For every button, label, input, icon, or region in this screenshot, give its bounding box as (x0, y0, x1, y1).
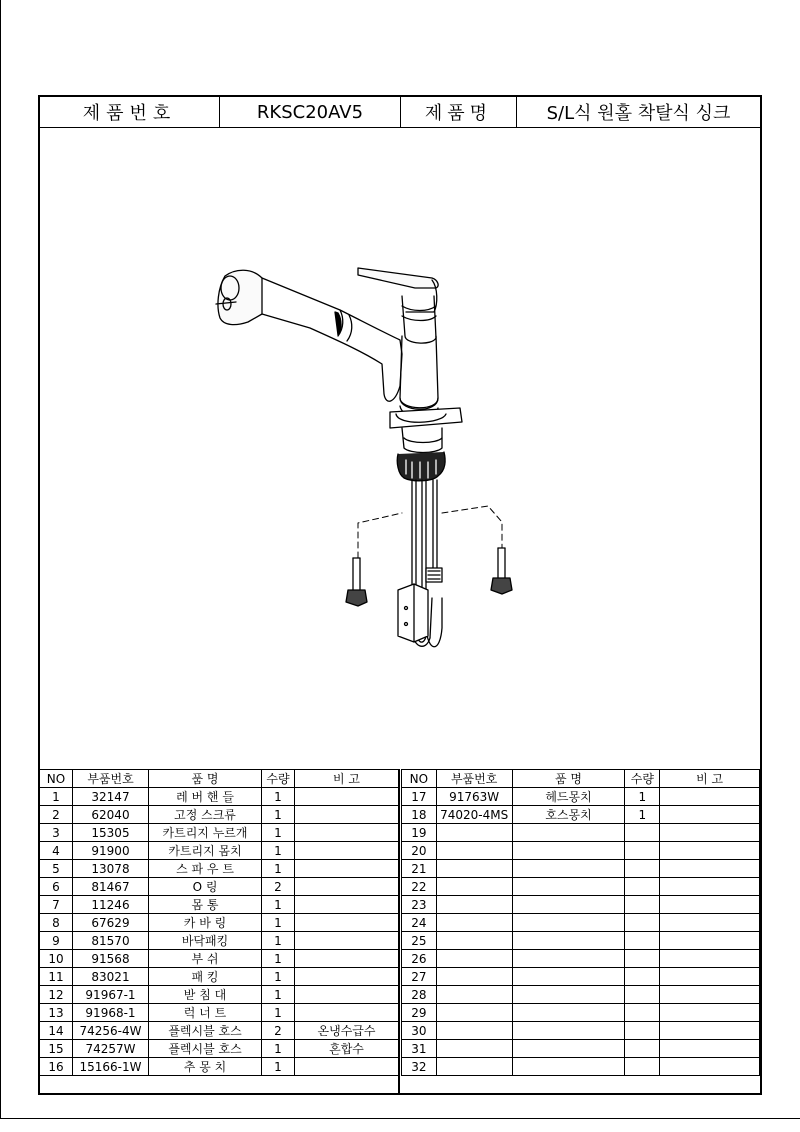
remark (295, 1058, 399, 1076)
table-row (40, 914, 399, 932)
quantity: 1 (262, 932, 295, 950)
part-number (436, 914, 512, 932)
part-name (512, 1058, 625, 1076)
remark (660, 950, 760, 968)
part-name: 호스몽치 (512, 806, 625, 824)
table-row (402, 896, 760, 914)
part-name: 몸 통 (149, 896, 262, 914)
quantity: 1 (262, 968, 295, 986)
header-qty: 수량 (262, 770, 295, 788)
lever-handle (358, 268, 438, 312)
part-number: 15166-1W (73, 1058, 149, 1076)
header-no: NO (40, 770, 73, 788)
row-no: 32 (402, 1058, 437, 1076)
header-part-no: 부품번호 (73, 770, 149, 788)
quantity: 1 (262, 1058, 295, 1076)
table-row (402, 968, 760, 986)
page-border-bottom (0, 1118, 800, 1119)
part-name (512, 986, 625, 1004)
row-no: 11 (40, 968, 73, 986)
remark (295, 860, 399, 878)
faucet-illustration (40, 128, 760, 765)
table-row (402, 1040, 760, 1058)
remark (660, 1022, 760, 1040)
faucet-body (390, 296, 462, 481)
remark (295, 932, 399, 950)
table-row (402, 1022, 760, 1040)
header-remark: 비 고 (295, 770, 399, 788)
remark (295, 842, 399, 860)
row-no: 31 (402, 1040, 437, 1058)
table-row (402, 986, 760, 1004)
remark (660, 896, 760, 914)
remark (660, 986, 760, 1004)
quantity (625, 1004, 660, 1022)
table-row (40, 896, 399, 914)
quantity: 1 (262, 806, 295, 824)
page-border-left (0, 0, 1, 1118)
quantity: 1 (262, 860, 295, 878)
part-number: 81467 (73, 878, 149, 896)
table-row (40, 932, 399, 950)
table-row (40, 860, 399, 878)
row-no: 15 (40, 1040, 73, 1058)
row-no: 22 (402, 878, 437, 896)
row-no: 1 (40, 788, 73, 806)
quantity: 1 (262, 842, 295, 860)
remark (660, 1004, 760, 1022)
quantity (625, 968, 660, 986)
part-number: 74257W (73, 1040, 149, 1058)
quantity: 2 (262, 878, 295, 896)
remark (295, 986, 399, 1004)
parts-sheet (38, 95, 762, 1095)
part-number (436, 1040, 512, 1058)
part-name: 받 침 대 (149, 986, 262, 1004)
part-name: 카트리지 누르개 (149, 824, 262, 842)
remark (660, 806, 760, 824)
part-number: 67629 (73, 914, 149, 932)
part-number (436, 932, 512, 950)
remark (660, 878, 760, 896)
row-no: 16 (40, 1058, 73, 1076)
quantity (625, 1040, 660, 1058)
table-row (40, 1004, 399, 1022)
row-no: 13 (40, 1004, 73, 1022)
remark (660, 914, 760, 932)
row-no: 17 (402, 788, 437, 806)
part-number: 91968-1 (73, 1004, 149, 1022)
remark (660, 1040, 760, 1058)
table-header-row (40, 770, 399, 788)
remark: 온냉수급수 (295, 1022, 399, 1040)
part-number (436, 860, 512, 878)
header-remark: 비 고 (660, 770, 760, 788)
leader-lines (358, 506, 502, 558)
header-part-name: 품 명 (512, 770, 625, 788)
quantity: 1 (262, 824, 295, 842)
remark (660, 932, 760, 950)
part-name: 플렉시블 호스 (149, 1022, 262, 1040)
row-no: 12 (40, 986, 73, 1004)
table-row (402, 1058, 760, 1076)
row-no: 28 (402, 986, 437, 1004)
row-no: 7 (40, 896, 73, 914)
row-no: 3 (40, 824, 73, 842)
remark (660, 842, 760, 860)
remark (295, 788, 399, 806)
part-name: 바닥패킹 (149, 932, 262, 950)
remark (660, 788, 760, 806)
parts-table-right (401, 769, 760, 1076)
table-row (402, 914, 760, 932)
table-row (40, 1040, 399, 1058)
part-number: 32147 (73, 788, 149, 806)
part-number: 11246 (73, 896, 149, 914)
table-row (402, 1004, 760, 1022)
part-number: 74020-4MS (436, 806, 512, 824)
part-name (512, 950, 625, 968)
row-no: 14 (40, 1022, 73, 1040)
part-number (436, 842, 512, 860)
table-row (402, 860, 760, 878)
table-row (40, 950, 399, 968)
row-no: 19 (402, 824, 437, 842)
remark (295, 914, 399, 932)
quantity (625, 950, 660, 968)
quantity (625, 986, 660, 1004)
remark (295, 806, 399, 824)
spout (262, 278, 402, 401)
table-row (40, 968, 399, 986)
quantity: 1 (262, 950, 295, 968)
quantity: 1 (262, 1004, 295, 1022)
part-number: 15305 (73, 824, 149, 842)
quantity (625, 1058, 660, 1076)
remark (660, 968, 760, 986)
title-row (40, 97, 760, 128)
part-name (512, 824, 625, 842)
part-number: 83021 (73, 968, 149, 986)
row-no: 2 (40, 806, 73, 824)
row-no: 5 (40, 860, 73, 878)
table-header-row (402, 770, 760, 788)
table-row (402, 950, 760, 968)
part-name (512, 968, 625, 986)
part-number: 91900 (73, 842, 149, 860)
part-name (512, 842, 625, 860)
header-part-name: 품 명 (149, 770, 262, 788)
part-name (512, 1022, 625, 1040)
remark (295, 824, 399, 842)
part-number: 62040 (73, 806, 149, 824)
quantity: 2 (262, 1022, 295, 1040)
part-name: 스 파 우 트 (149, 860, 262, 878)
row-no: 10 (40, 950, 73, 968)
product-number: RKSC20AV5 (220, 97, 401, 127)
table-row (402, 878, 760, 896)
table-row (40, 842, 399, 860)
part-name: 카 바 링 (149, 914, 262, 932)
remark (295, 878, 399, 896)
quantity: 1 (262, 986, 295, 1004)
part-number: 91568 (73, 950, 149, 968)
row-no: 27 (402, 968, 437, 986)
remark (295, 1004, 399, 1022)
quantity (625, 878, 660, 896)
quantity (625, 1022, 660, 1040)
row-no: 8 (40, 914, 73, 932)
part-number (436, 1058, 512, 1076)
part-name: O 링 (149, 878, 262, 896)
row-no: 21 (402, 860, 437, 878)
table-row (40, 1022, 399, 1040)
remark (660, 824, 760, 842)
table-row (402, 824, 760, 842)
table-row (402, 932, 760, 950)
remark (660, 860, 760, 878)
row-no: 25 (402, 932, 437, 950)
parts-table-left (39, 769, 399, 1076)
part-number (436, 1022, 512, 1040)
table-row (40, 878, 399, 896)
row-no: 4 (40, 842, 73, 860)
quantity (625, 914, 660, 932)
quantity: 1 (625, 788, 660, 806)
quantity (625, 842, 660, 860)
remark (295, 968, 399, 986)
hoses (398, 480, 442, 647)
header-part-no: 부품번호 (436, 770, 512, 788)
part-number: 74256-4W (73, 1022, 149, 1040)
row-no: 18 (402, 806, 437, 824)
part-name: 레 버 핸 들 (149, 788, 262, 806)
part-name: 고정 스크류 (149, 806, 262, 824)
part-name: 패 킹 (149, 968, 262, 986)
row-no: 23 (402, 896, 437, 914)
part-name (512, 860, 625, 878)
part-name: 플렉시블 호스 (149, 1040, 262, 1058)
row-no: 6 (40, 878, 73, 896)
table-row (402, 842, 760, 860)
quantity: 1 (262, 914, 295, 932)
table-row (40, 1058, 399, 1076)
part-name (512, 1004, 625, 1022)
part-number: 91967-1 (73, 986, 149, 1004)
part-name: 추 몽 치 (149, 1058, 262, 1076)
part-number: 91763W (436, 788, 512, 806)
part-number (436, 896, 512, 914)
table-row (40, 806, 399, 824)
quantity: 1 (625, 806, 660, 824)
part-name (512, 878, 625, 896)
remark (660, 1058, 760, 1076)
table-row (40, 788, 399, 806)
table-row (40, 824, 399, 842)
part-name (512, 914, 625, 932)
part-number (436, 986, 512, 1004)
remark (295, 896, 399, 914)
spray-head (216, 270, 262, 324)
header-no: NO (402, 770, 437, 788)
part-number: 13078 (73, 860, 149, 878)
table-row (402, 788, 760, 806)
part-name: 카트리지 몸치 (149, 842, 262, 860)
part-number (436, 1004, 512, 1022)
remark: 혼합수 (295, 1040, 399, 1058)
part-name (512, 896, 625, 914)
part-name: 럭 너 트 (149, 1004, 262, 1022)
quantity (625, 896, 660, 914)
part-name: 헤드몽치 (512, 788, 625, 806)
row-no: 20 (402, 842, 437, 860)
table-row (40, 986, 399, 1004)
product-number-label: 제품번호 (40, 97, 220, 127)
row-no: 9 (40, 932, 73, 950)
part-number (436, 824, 512, 842)
table-row (402, 806, 760, 824)
faucet-drawing (40, 128, 760, 765)
part-number (436, 950, 512, 968)
row-no: 24 (402, 914, 437, 932)
row-no: 30 (402, 1022, 437, 1040)
part-name (512, 1040, 625, 1058)
quantity (625, 824, 660, 842)
part-name: 부 쉬 (149, 950, 262, 968)
product-name: S/L식 원홀 착탈식 싱크 (546, 103, 731, 124)
part-number (436, 968, 512, 986)
header-qty: 수량 (625, 770, 660, 788)
quantity: 1 (262, 1040, 295, 1058)
product-name-label: 제품명 (401, 97, 517, 127)
remark (295, 950, 399, 968)
part-number (436, 878, 512, 896)
quantity (625, 932, 660, 950)
row-no: 26 (402, 950, 437, 968)
row-no: 29 (402, 1004, 437, 1022)
part-name (512, 932, 625, 950)
quantity: 1 (262, 896, 295, 914)
quantity: 1 (262, 788, 295, 806)
part-number: 81570 (73, 932, 149, 950)
quantity (625, 860, 660, 878)
